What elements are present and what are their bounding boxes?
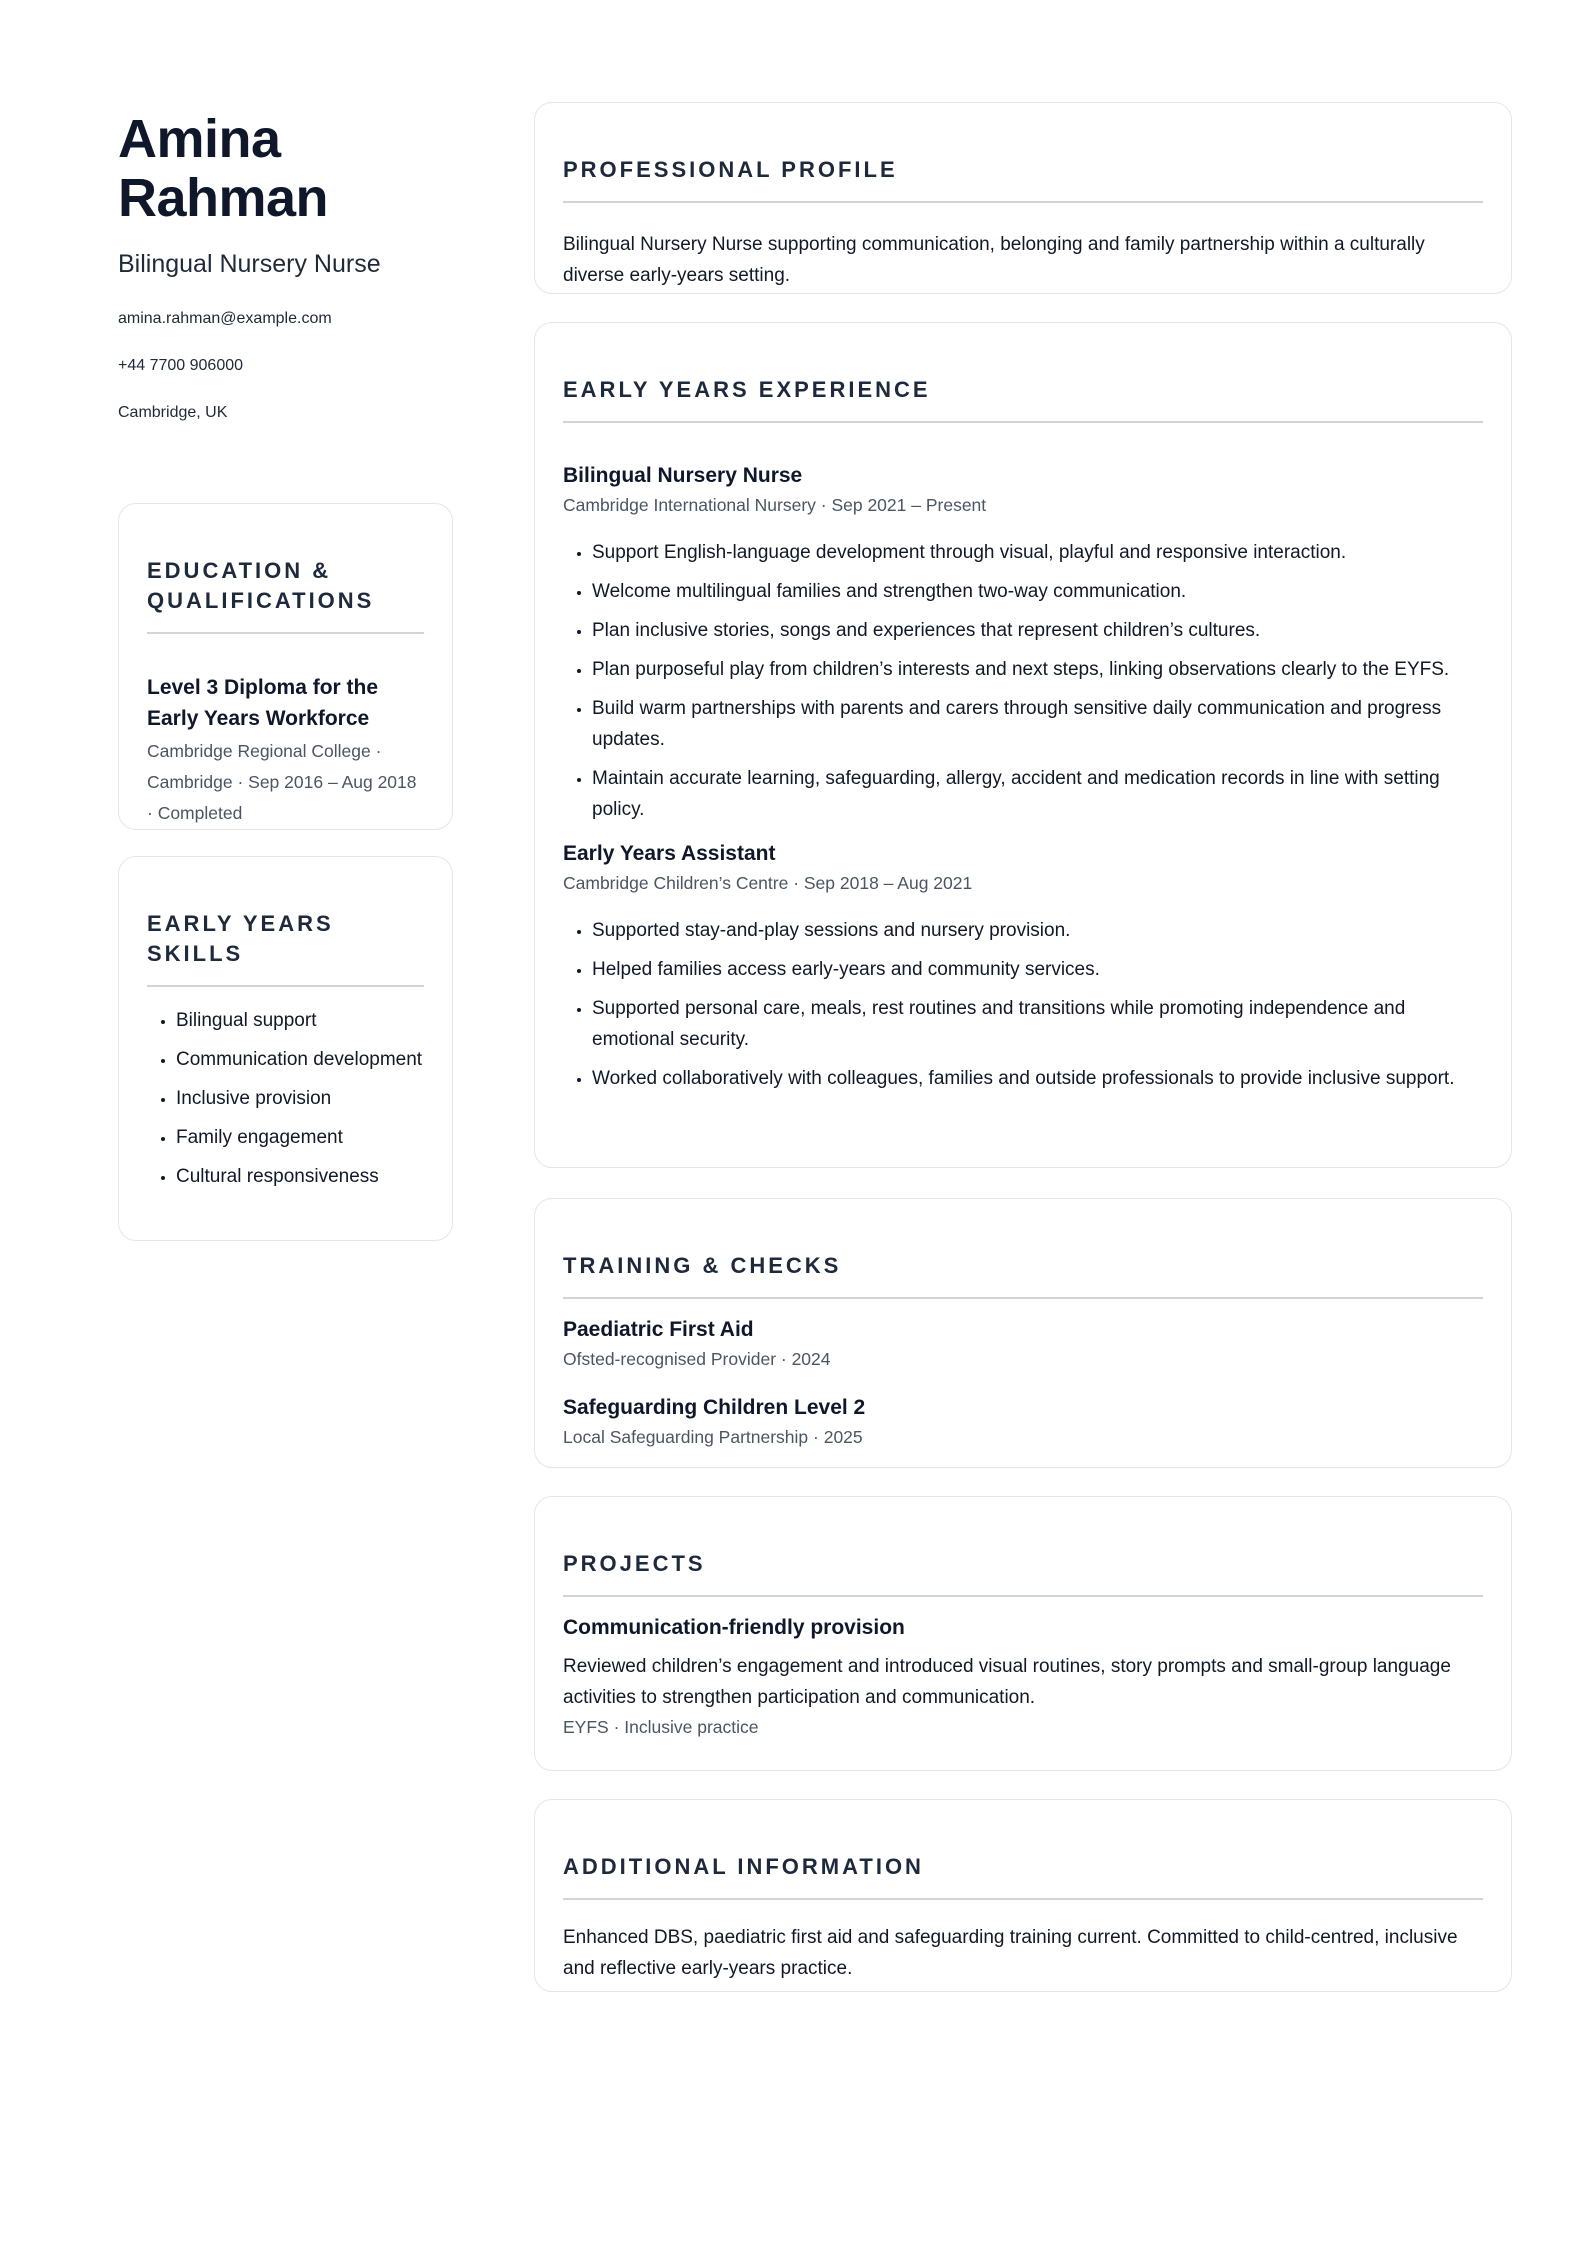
- list-item: • Plan purposeful play from children’s interests and next steps, linking observations clearly to the EYFS.: [592, 654, 1483, 685]
- training-item-meta: Ofsted-recognised Provider · 2024: [563, 1349, 831, 1369]
- training-item-meta: Local Safeguarding Partnership · 2025: [563, 1427, 863, 1447]
- list-item: • Build warm partnerships with parents and carers through sensitive daily communication and progress updates.: [592, 693, 1483, 755]
- list-item: • Inclusive provision: [176, 1083, 424, 1114]
- education-heading: EDUCATION & QUALIFICATIONS: [147, 556, 424, 634]
- job-meta: Cambridge International Nursery · Sep 2021 – Present: [563, 495, 987, 515]
- training-item: [563, 1315, 1483, 1373]
- list-item: • Helped families access early-years and community services.: [592, 954, 1483, 985]
- project-title: Communication-friendly provision: [563, 1616, 905, 1639]
- profile-card: [534, 102, 1512, 294]
- name-last: Rahman: [118, 168, 329, 228]
- contact-phone[interactable]: +44 7700 906000: [118, 357, 244, 374]
- experience-card: [534, 322, 1512, 1168]
- skills-card: [118, 856, 453, 1241]
- profile-heading: PROFESSIONAL PROFILE: [563, 155, 1483, 203]
- contact-email[interactable]: amina.rahman@example.com: [118, 310, 332, 327]
- job-title: Early Years Assistant: [563, 842, 776, 865]
- list-item: • Cultural responsiveness: [176, 1161, 424, 1192]
- list-item: • Family engagement: [176, 1122, 424, 1153]
- education-card: [118, 503, 453, 830]
- additional-card: [534, 1799, 1512, 1992]
- list-item: • Welcome multilingual families and strengthen two-way communication.: [592, 576, 1483, 607]
- job-entry: [563, 461, 1483, 825]
- sidebar-header: [118, 110, 453, 424]
- projects-heading: PROJECTS: [563, 1549, 1483, 1597]
- job-title: Bilingual Nursery Nurse: [563, 464, 803, 487]
- skills-list: [147, 1005, 424, 1192]
- list-item: • Communication development: [176, 1044, 424, 1075]
- training-heading: TRAINING & CHECKS: [563, 1251, 1483, 1299]
- training-item: [563, 1393, 1483, 1451]
- contact-location: Cambridge, UK: [118, 404, 228, 421]
- list-item: • Bilingual support: [176, 1005, 424, 1036]
- additional-heading: ADDITIONAL INFORMATION: [563, 1852, 1483, 1900]
- candidate-name: [118, 110, 453, 228]
- list-item: • Worked collaboratively with colleagues, families and outside professionals to provide inclusive support.: [592, 1063, 1483, 1094]
- education-item-meta: Cambridge Regional College · Cambridge · Sep 2016 – Aug 2018 · Completed: [147, 741, 417, 823]
- job-meta: Cambridge Children’s Centre · Sep 2018 – Aug 2021: [563, 873, 973, 893]
- profile-text: Bilingual Nursery Nurse supporting communication, belonging and family partnership within a culturally diverse early-years setting.: [563, 234, 1425, 286]
- project-meta: EYFS · Inclusive practice: [563, 1717, 759, 1737]
- training-item-title: Paediatric First Aid: [563, 1318, 754, 1341]
- job-bullets: [563, 915, 1483, 1094]
- training-card: [534, 1198, 1512, 1468]
- candidate-role: Bilingual Nursery Nurse: [118, 250, 381, 278]
- list-item: • Plan inclusive stories, songs and experiences that represent children’s cultures.: [592, 615, 1483, 646]
- experience-heading: EARLY YEARS EXPERIENCE: [563, 375, 1483, 423]
- list-item: • Supported stay-and-play sessions and nursery provision.: [592, 915, 1483, 946]
- name-first: Amina: [118, 109, 281, 169]
- training-item-title: Safeguarding Children Level 2: [563, 1396, 866, 1419]
- list-item: • Support English-language development through visual, playful and responsive interaction.: [592, 537, 1483, 568]
- projects-card: [534, 1496, 1512, 1771]
- project-description: Reviewed children’s engagement and introduced visual routines, story prompts and small-group language activities to strengthen participation and communication.: [563, 1656, 1451, 1708]
- list-item: • Supported personal care, meals, rest routines and transitions while promoting independence and emotional security.: [592, 993, 1483, 1055]
- job-bullets: [563, 537, 1483, 825]
- job-entry: [563, 839, 1483, 1094]
- list-item: • Maintain accurate learning, safeguarding, allergy, accident and medication records in line with setting policy.: [592, 763, 1483, 825]
- additional-text: Enhanced DBS, paediatric first aid and safeguarding training current. Committed to child-centred, inclusive and reflective early-years practice.: [563, 1927, 1458, 1979]
- skills-heading: EARLY YEARS SKILLS: [147, 909, 424, 987]
- education-item-title: Level 3 Diploma for the Early Years Workforce: [147, 676, 379, 730]
